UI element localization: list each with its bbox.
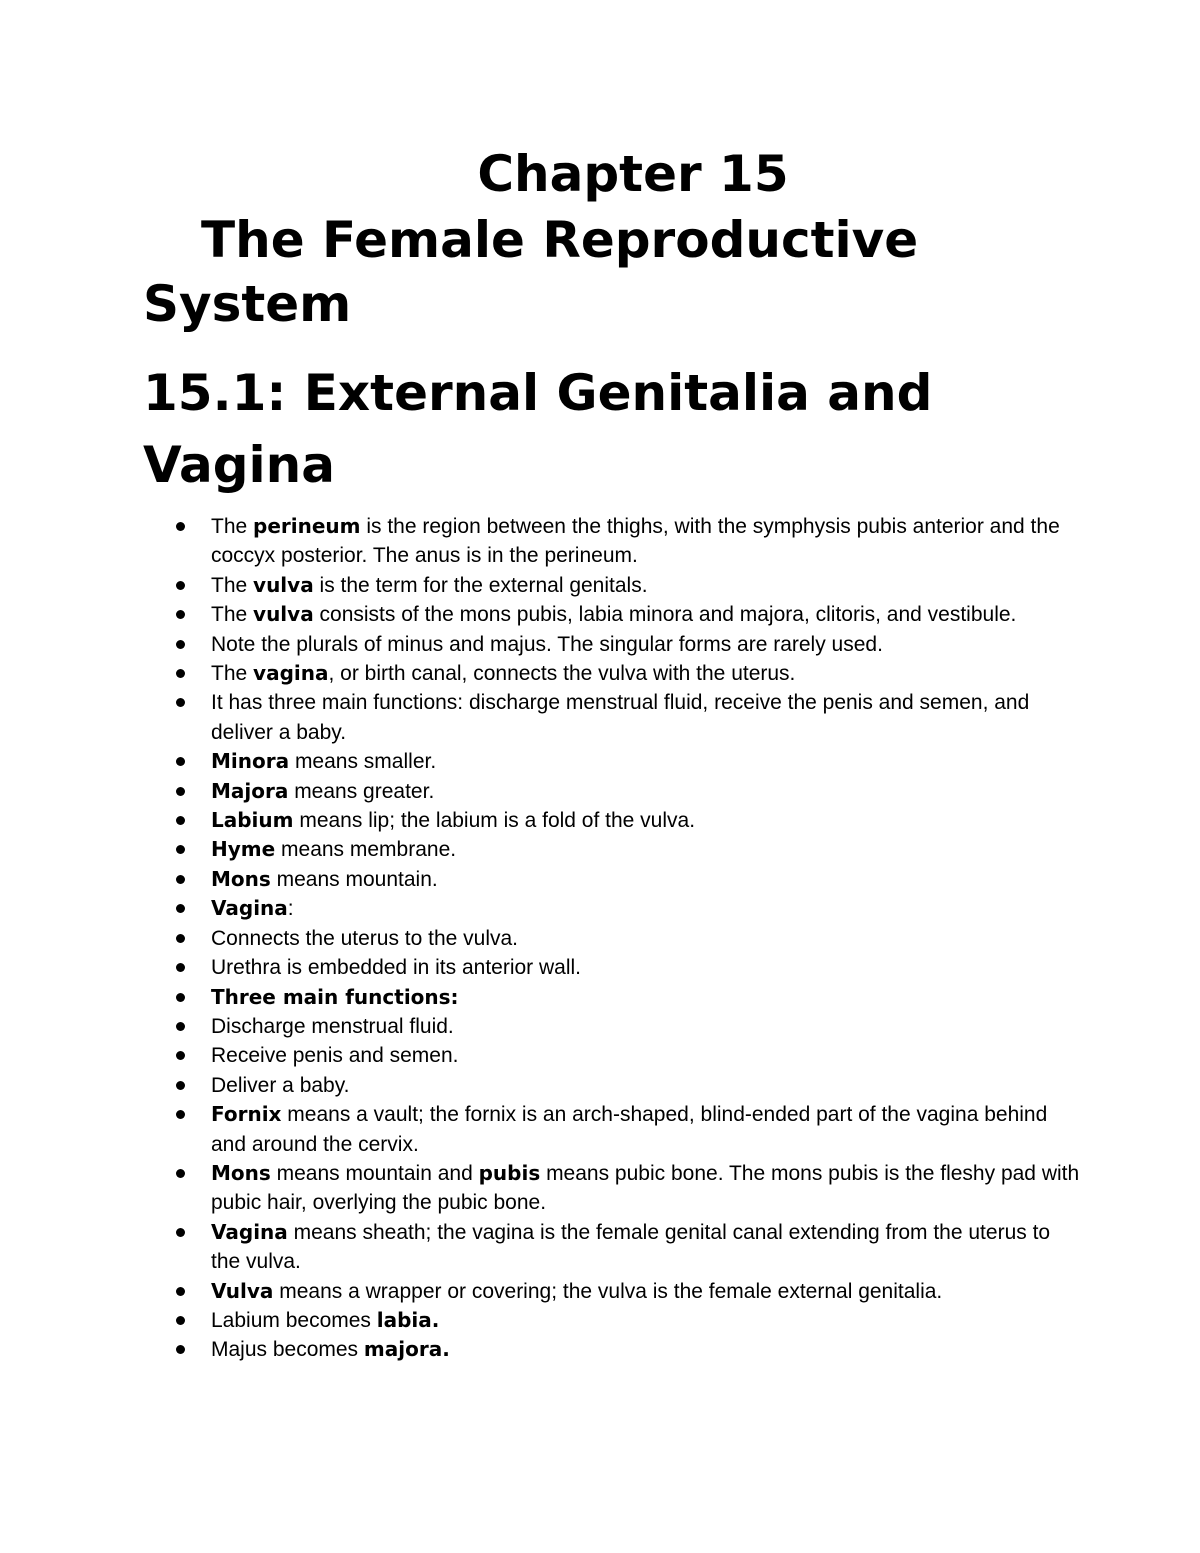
bullet-text: [211, 1162, 1079, 1214]
list-item: [211, 953, 1081, 982]
chapter-title: The Female Reproductive System: [143, 211, 919, 333]
bullet-term: vulva: [253, 572, 314, 597]
bullet-text: [211, 809, 695, 832]
bullet-icon: [176, 698, 185, 707]
bullet-text: [211, 986, 459, 1009]
list-item: [211, 1306, 1081, 1335]
bullet-text: [211, 603, 1016, 626]
bullet-term: Hyme: [211, 837, 276, 862]
list-item: [211, 1012, 1081, 1041]
bullet-icon: [176, 581, 185, 590]
bullet-icon: [176, 816, 185, 825]
bullet-term: Vagina: [211, 1219, 288, 1244]
bullet-text-plain: The: [211, 603, 254, 627]
bullet-text-plain: , or birth canal, connects the vulva with the uterus.: [328, 662, 796, 686]
bullet-text-plain: means a wrapper or covering; the vulva is the female external genitalia.: [273, 1279, 943, 1303]
bullet-term: Three main functions:: [211, 984, 459, 1009]
bullet-icon: [176, 845, 185, 854]
list-item: [211, 1159, 1081, 1218]
bullet-text: [211, 838, 456, 861]
bullet-text-plain: means membrane.: [275, 838, 457, 862]
bullet-term: Mons: [211, 866, 271, 891]
bullet-term: labia.: [376, 1307, 440, 1332]
bullet-text-plain: :: [287, 897, 294, 921]
bullet-text-plain: means a vault; the fornix is an arch-shaped, blind-ended part of the vagina behind and around the cervix.: [211, 1103, 1048, 1156]
list-item: [211, 1071, 1081, 1100]
list-item: [211, 806, 1081, 835]
bullet-icon: [176, 904, 185, 913]
bullet-term: perineum: [253, 514, 361, 538]
bullet-icon: [176, 757, 185, 766]
list-item: [211, 1041, 1081, 1070]
bullet-text: [211, 956, 581, 979]
bullet-text-plain: consists of the mons pubis, labia minora and majora, clitoris, and vestibule.: [313, 603, 1017, 627]
bullet-text: [211, 1044, 458, 1067]
bullet-text-plain: Deliver a baby.: [211, 1073, 350, 1097]
bullet-text: [211, 515, 1060, 567]
bullet-text-plain: Receive penis and semen.: [211, 1044, 459, 1068]
bullet-icon: [176, 640, 185, 649]
bullet-text: [211, 927, 518, 950]
bullet-text: [211, 1309, 439, 1332]
list-item: [211, 777, 1081, 806]
list-item: [211, 1100, 1081, 1159]
bullet-icon: [176, 963, 185, 972]
bullet-text-plain: means mountain and: [270, 1161, 479, 1185]
bullet-icon: [176, 1081, 185, 1090]
bullet-text: [211, 1103, 1047, 1155]
bullet-text-plain: The: [211, 662, 254, 686]
bullet-text: [211, 750, 436, 773]
list-item: [211, 1218, 1081, 1277]
bullet-text: [211, 574, 648, 597]
bullet-text-plain: Urethra is embedded in its anterior wall.: [211, 956, 582, 980]
bullet-text-plain: is the region between the thighs, with the symphysis pubis anterior and the coccyx posterior. The anus is in the perineum.: [211, 515, 1060, 568]
bullet-text: [211, 1074, 350, 1097]
bullet-icon: [176, 1110, 185, 1119]
list-item: [211, 835, 1081, 864]
list-item: [211, 659, 1081, 688]
section-heading: 15.1: External Genitalia and Vagina: [143, 364, 933, 494]
bullet-icon: [176, 610, 185, 619]
bullet-text: [211, 1338, 450, 1361]
bullet-list: [211, 512, 1081, 1365]
bullet-text-plain: Majus becomes: [211, 1338, 364, 1362]
bullet-term: Fornix: [211, 1102, 282, 1127]
chapter-heading: Chapter 15: [477, 145, 789, 203]
list-item: [211, 571, 1081, 600]
bullet-term: Vagina: [211, 896, 288, 921]
bullet-icon: [176, 522, 185, 531]
bullet-text: [211, 633, 883, 656]
bullet-term: Vulva: [211, 1278, 274, 1303]
bullet-text-plain: means greater.: [288, 779, 435, 803]
bullet-text: [211, 780, 434, 803]
bullet-text-plain: means lip; the labium is a fold of the vulva.: [293, 809, 696, 833]
bullet-icon: [176, 1316, 185, 1325]
bullet-icon: [176, 993, 185, 1002]
bullet-text-plain: means pubic bone. The mons pubis is the fleshy pad with pubic hair, overlying the pubic bone.: [211, 1161, 1080, 1215]
list-item: [211, 512, 1081, 571]
bullet-icon: [176, 1051, 185, 1060]
bullet-term: Majora: [211, 778, 289, 803]
list-item: [211, 983, 1081, 1012]
bullet-icon: [176, 1022, 185, 1031]
bullet-text-plain: means sheath; the vagina is the female genital canal extending from the uterus to the vulva.: [211, 1220, 1051, 1274]
bullet-term: vulva: [253, 602, 314, 627]
bullet-text: [211, 1280, 942, 1303]
bullet-term: majora.: [363, 1337, 450, 1362]
list-item: [211, 1335, 1081, 1364]
bullet-term: vagina: [253, 661, 329, 686]
bullet-icon: [176, 1169, 185, 1178]
bullet-text: [211, 662, 795, 685]
bullet-term: pubis: [478, 1160, 541, 1185]
bullet-icon: [176, 1345, 185, 1354]
bullet-icon: [176, 934, 185, 943]
bullet-text-plain: Labium becomes: [211, 1308, 377, 1332]
bullet-text-plain: means smaller.: [289, 750, 437, 774]
list-item: [211, 865, 1081, 894]
bullet-text-plain: is the term for the external genitals.: [313, 573, 648, 597]
list-item: [211, 894, 1081, 923]
list-item: [211, 747, 1081, 776]
bullet-text: [211, 897, 294, 920]
bullet-icon: [176, 669, 185, 678]
bullet-icon: [176, 1287, 185, 1296]
bullet-text-plain: means mountain.: [270, 867, 438, 891]
list-item: [211, 630, 1081, 659]
bullet-text: [211, 691, 1029, 743]
bullet-text-plain: The: [211, 573, 254, 597]
bullet-icon: [176, 1228, 185, 1237]
list-item: [211, 688, 1081, 747]
bullet-text: [211, 868, 438, 891]
bullet-icon: [176, 875, 185, 884]
bullet-term: Minora: [211, 749, 290, 774]
bullet-text-plain: Connects the uterus to the vulva.: [211, 926, 519, 950]
bullet-icon: [176, 787, 185, 796]
bullet-text: [211, 1015, 454, 1038]
bullet-term: Mons: [211, 1160, 271, 1185]
bullet-text-plain: The: [211, 515, 254, 538]
list-item: [211, 1277, 1081, 1306]
list-item: [211, 924, 1081, 953]
bullet-text-plain: It has three main functions: discharge menstrual fluid, receive the penis and semen, and deliver a baby.: [211, 691, 1030, 744]
bullet-text-plain: Discharge menstrual fluid.: [211, 1014, 454, 1038]
list-item: [211, 600, 1081, 629]
bullet-text-plain: Note the plurals of minus and majus. The singular forms are rarely used.: [211, 632, 883, 656]
bullet-text: [211, 1221, 1050, 1273]
bullet-term: Labium: [211, 808, 294, 833]
